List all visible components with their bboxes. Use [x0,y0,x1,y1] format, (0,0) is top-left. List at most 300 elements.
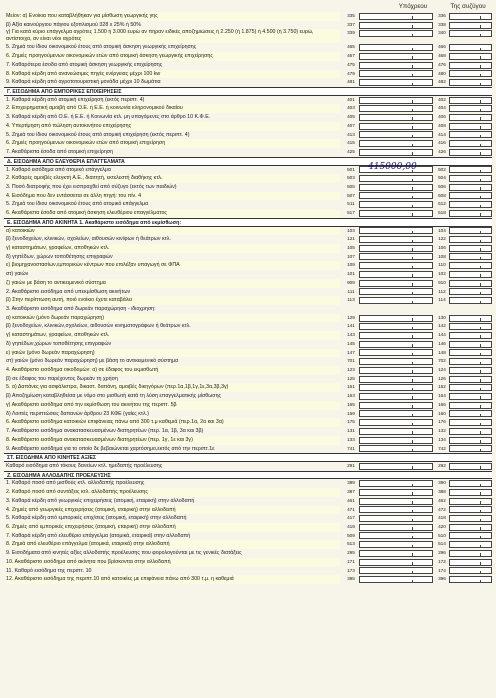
section-heading: Ε. ΕΙΣΟΔΗΜΑ ΑΠΟ ΑΚΙΝΗΤΑ 1. Ακαθάριστο εισόδημα από εκμίσθωση: [4,218,492,227]
decimal-separator-mark [412,449,413,452]
spouse-amount-field[interactable] [449,541,492,548]
decimal-separator-mark [412,152,413,155]
decimal-separator-mark [412,388,413,391]
section-heading: Ζ. ΕΙΣΟΔΗΜΑ ΑΛΛΟΔΑΠΗΣ ΠΡΟΕΛΕΥΣΗΣ [4,471,492,480]
line-label: 4. Εισόδημα που δεν εντάσσεται σε άλλη πηγή: του πίν. 4 [6,192,340,201]
spouse-field-code: 414 [438,131,446,137]
spouse-amount-field[interactable] [449,349,492,356]
taxpayer-amount-field[interactable] [359,201,433,208]
decimal-separator-mark [480,109,481,112]
line-label: ε) βιομηχανοστασίων,εμπορικών κέντρων που επιλέξαν υπαγωγή σε ΦΠΑ [6,261,340,270]
taxpayer-field-code: 909 [347,279,355,285]
taxpayer-amount-field[interactable] [359,297,433,304]
line-label: στ) γαιών [6,271,29,278]
taxpayer-amount-field[interactable] [359,288,433,295]
form-line [4,558,492,567]
taxpayer-amount-field[interactable] [359,349,433,356]
spouse-amount-field[interactable] [449,79,492,86]
form-line [4,445,492,454]
line-label: β) ξενοδοχείων, κλινικών, σχολείων, αιθουσών κιν/φων ή θεάτρων κτλ. [6,236,171,243]
taxpayer-amount-field[interactable] [359,358,433,365]
spouse-field-code: 426 [438,149,446,155]
taxpayer-amount-field[interactable] [359,271,433,278]
taxpayer-field-code: 175 [347,419,355,425]
spouse-field-code: 338 [438,21,446,27]
spouse-field-code: 130 [438,314,446,320]
decimal-separator-mark [412,562,413,565]
section-heading: ΣΤ. ΕΙΣΟΔΗΜΑ ΑΠΟ ΚΙΝΗΤΕΣ ΑΞΙΕΣ [4,453,492,462]
decimal-separator-mark [412,553,413,556]
decimal-separator-mark [412,466,413,469]
spouse-field-code: 110 [438,262,446,268]
line-label: 3. Καθαρά κέρδη από Ο.Ε. ή Ε.Ε. ή Κοινωνία κτλ. μη υπαγόμενες στο άρθρο 10 Κ.Φ.Ε. [6,114,211,121]
spouse-amount-field[interactable] [449,532,492,539]
taxpayer-amount-field[interactable] [359,22,433,29]
spouse-amount-field[interactable] [449,559,492,566]
spouse-amount-field[interactable] [449,288,492,295]
form-line [4,174,492,183]
spouse-field-code: 468 [438,53,446,59]
spouse-amount-field[interactable] [449,367,492,374]
form-line [4,279,492,288]
decimal-separator-mark [480,179,481,182]
line-label: β) Αξία καινούργιου πάγιου εξοπλισμού 328 x 25% ή 50% [6,21,141,28]
form-line [4,479,492,488]
spouse-amount-field[interactable] [449,376,492,383]
form-line [4,148,492,157]
spouse-amount-field[interactable] [449,105,492,112]
form-line [4,340,492,349]
taxpayer-amount-field[interactable] [359,341,433,348]
line-label: 1. Καθαρό ποσό από μισθούς κτλ. αλλοδαπής προέλευσης [6,480,145,487]
spouse-amount-field[interactable] [449,236,492,243]
decimal-separator-mark [480,492,481,495]
spouse-amount-field[interactable] [449,297,492,304]
spouse-field-code: 114 [438,297,446,303]
taxpayer-field-code: 405 [347,114,355,120]
taxpayer-amount-field[interactable] [359,62,433,69]
taxpayer-amount-field[interactable] [359,245,433,252]
line-label: β) Αποζημίωση καταβληθείσα με νόμο στο μισθωτή κατά τη λύση επαγγελματικής μίσθωσης [6,393,222,400]
taxpayer-amount-field[interactable] [359,559,433,566]
spouse-amount-field[interactable] [449,384,492,391]
line-label: 2. Καθαρό ποσό από συντάξεις κτλ. αλλοδαπής προέλευσης [6,488,340,497]
decimal-separator-mark [412,344,413,347]
taxpayer-amount-field[interactable] [359,541,433,548]
taxpayer-amount-field[interactable] [359,480,433,487]
spouse-amount-field[interactable] [449,184,492,191]
line-label: 6. Ακαθάριστο εισόδημα κατοικιών επιφάνειας πάνω από 300 τ.μ καθεμιά (περ.1α, 2α και 3α) [6,418,340,427]
taxpayer-amount-field[interactable] [359,463,433,470]
spouse-amount-field[interactable] [449,437,492,444]
line-label: 5. Ζημιά του ίδιου οικονομικού έτους από ατομική άσκηση γεωργικής επιχείρησης [6,44,197,51]
spouse-field-code: 402 [438,96,446,102]
spouse-field-code: 482 [438,79,446,85]
taxpayer-field-code: 471 [347,506,355,512]
taxpayer-amount-field[interactable] [359,44,433,51]
spouse-amount-field[interactable] [449,498,492,505]
line-label: 6. Ζημιές από εμπορικές επιχειρήσεις (ατομική, εταιρική) στην αλλοδαπή [6,523,340,532]
taxpayer-field-code: 425 [347,149,355,155]
decimal-separator-mark [412,266,413,269]
taxpayer-amount-field[interactable] [359,131,433,138]
taxpayer-amount-field[interactable] [359,79,433,86]
taxpayer-field-code: 103 [347,227,355,233]
spouse-amount-field[interactable] [449,332,492,339]
decimal-separator-mark [480,231,481,234]
section-heading: Δ. ΕΙΣΟΔΗΜΑ ΑΠΟ ΕΛΕΥΘΕΡΙΑ ΕΠΑΓΓΕΛΜΑΤΑ [4,157,492,166]
spouse-amount-field[interactable] [449,210,492,217]
spouse-field-code: 146 [438,340,446,346]
taxpayer-field-code: 123 [347,367,355,373]
taxpayer-amount-field[interactable] [359,175,433,182]
decimal-separator-mark [480,553,481,556]
taxpayer-amount-field[interactable] [359,192,433,199]
decimal-separator-mark [412,301,413,304]
taxpayer-field-code: 415 [347,140,355,146]
taxpayer-field-code: 509 [347,532,355,538]
spouse-amount-field[interactable] [449,44,492,51]
taxpayer-amount-field[interactable] [359,30,433,37]
spouse-amount-field[interactable] [449,480,492,487]
line-label: 7. Ακαθάριστο εισόδημα ανακατασκευασμένων διατηρητέων (περ. 1α, 1β, 3α και 3β) [6,428,204,435]
line-label: 7. Καθαρότερα έσοδα από ατομική άσκηση γεωργικής επιχείρησης [6,61,163,68]
decimal-separator-mark [412,196,413,199]
form-line [4,497,492,506]
decimal-separator-mark [412,48,413,51]
decimal-separator-mark [480,510,481,513]
taxpayer-amount-field[interactable] [359,419,433,426]
taxpayer-amount-field[interactable] [359,140,433,147]
spouse-amount-field[interactable] [449,515,492,522]
spouse-amount-field[interactable] [449,428,492,435]
taxpayer-amount-field[interactable] [359,445,433,452]
spouse-amount-field[interactable] [449,22,492,29]
taxpayer-field-code: 133 [347,436,355,442]
decimal-separator-mark [412,510,413,513]
form-rows [4,12,492,584]
spouse-field-code: 124 [438,367,446,373]
taxpayer-field-code: 741 [347,445,355,451]
taxpayer-field-code: 143 [347,332,355,338]
decimal-separator-mark [412,292,413,295]
spouse-field-code: 508 [438,192,446,198]
spouse-amount-field[interactable] [449,280,492,287]
spouse-amount-field[interactable] [449,262,492,269]
form-line [4,575,492,584]
form-line [4,288,492,297]
form-line [4,506,492,515]
spouse-amount-field[interactable] [449,114,492,121]
spouse-amount-field[interactable] [449,227,492,234]
line-label: 1. Καθαρά κέρδη από ατομική επιχείρηση (εκτός περιπτ. 4) [6,96,145,103]
decimal-separator-mark [480,484,481,487]
taxpayer-field-code: 113 [347,297,355,303]
decimal-separator-mark [412,179,413,182]
taxpayer-amount-field[interactable] [359,97,433,104]
taxpayer-amount-field[interactable] [359,332,433,339]
taxpayer-amount-field[interactable] [359,498,433,505]
decimal-separator-mark [480,318,481,321]
taxpayer-amount-field[interactable] [359,384,433,391]
decimal-separator-mark [480,170,481,173]
taxpayer-amount-field[interactable] [359,315,433,322]
spouse-column-label: Της συζύγου [450,3,486,10]
line-label: 5. Καθαρά κέρδη από εμπορικές επιχ/σεις (ατομική, εταιρική) στην αλλοδαπή [6,515,187,522]
decimal-separator-mark [480,466,481,469]
spouse-field-code: 148 [438,349,446,355]
spouse-field-code: 174 [438,567,446,573]
taxpayer-amount-field[interactable] [359,402,433,409]
taxpayer-field-code: 131 [347,428,355,434]
form-line [4,523,492,532]
form-line [4,12,492,21]
decimal-separator-mark [480,257,481,260]
decimal-separator-mark [412,545,413,548]
form-line [4,375,492,384]
decimal-separator-mark [480,65,481,68]
spouse-amount-field[interactable] [449,13,492,20]
spouse-amount-field[interactable] [449,271,492,278]
line-label: 6. Ζημιές προηγούμενων οικονομικών ετών από ατομική επιχείρηση [6,139,340,148]
spouse-amount-field[interactable] [449,175,492,182]
spouse-field-code: 406 [438,114,446,120]
taxpayer-amount-field[interactable] [359,210,433,217]
decimal-separator-mark [480,16,481,19]
spouse-amount-field[interactable] [449,53,492,60]
taxpayer-field-code: 101 [347,271,355,277]
decimal-separator-mark [480,117,481,120]
taxpayer-amount-field[interactable] [359,105,433,112]
taxpayer-amount-field[interactable] [359,367,433,374]
spouse-amount-field[interactable] [449,402,492,409]
decimal-separator-mark [412,231,413,234]
spouse-amount-field[interactable] [449,140,492,147]
form-line [4,29,492,43]
taxpayer-amount-field[interactable] [359,393,433,400]
taxpayer-amount-field[interactable] [359,13,433,20]
taxpayer-field-code: 479 [347,70,355,76]
line-label: 9. Ακαθάριστο εισόδημα για το οποίο δε βεβαιώνεται χαρτόσημο,εκτός από την περιπτ.1ε [6,445,215,452]
spouse-amount-field[interactable] [449,192,492,199]
spouse-field-code: 132 [438,428,446,434]
form-line [4,21,492,30]
decimal-separator-mark [412,414,413,417]
spouse-field-code: 396 [438,576,446,582]
tax-form-page [4,2,492,696]
line-label: β) Στην περίπτωση αυτή, ποιό ενοίκιο έχετε καταβάλει [6,296,340,305]
spouse-amount-field[interactable] [449,166,492,173]
decimal-separator-mark [412,144,413,147]
taxpayer-amount-field[interactable] [359,567,433,574]
decimal-separator-mark [480,327,481,330]
line-label: 3. Ποσό διατροφής που έχει εισπραχθεί από σύζυγο (εκτός των παιδιών) [6,183,177,190]
taxpayer-amount-field[interactable] [359,262,433,269]
line-label: δ) γηπέδων,χώρων τοποθέτησης επιγραφών [6,340,112,347]
spouse-amount-field[interactable] [449,419,492,426]
spouse-amount-field[interactable] [449,315,492,322]
decimal-separator-mark [412,379,413,382]
taxpayer-amount-field[interactable] [359,532,433,539]
decimal-separator-mark [480,580,481,583]
spouse-amount-field[interactable] [449,201,492,208]
spouse-field-code: 172 [438,558,446,564]
spouse-amount-field[interactable] [449,131,492,138]
form-line [4,305,492,314]
spouse-amount-field[interactable] [449,97,492,104]
taxpayer-amount-field[interactable] [359,114,433,121]
spouse-field-code: 702 [438,358,446,364]
line-label: 8. Ακαθάριστο εισόδημα ανακατασκευασμένων διατηρητέων (περ. 1γ, 1ε και 3γ) [6,436,340,445]
taxpayer-amount-field[interactable] [359,489,433,496]
taxpayer-amount-field[interactable] [359,376,433,383]
spouse-field-code: 404 [438,105,446,111]
taxpayer-field-code: 129 [347,314,355,320]
decimal-separator-mark [412,519,413,522]
spouse-amount-field[interactable] [449,410,492,417]
taxpayer-amount-field[interactable] [359,506,433,513]
taxpayer-field-code: 417 [347,515,355,521]
decimal-separator-mark [480,152,481,155]
decimal-separator-mark [412,571,413,574]
taxpayer-amount-field[interactable] [359,149,433,156]
form-line [4,331,492,340]
decimal-separator-mark [412,484,413,487]
decimal-separator-mark [480,292,481,295]
line-label: Καθαρό εισόδημα από τόκους δανείων κτλ. ημεδαπής προέλευσης [6,462,163,469]
decimal-separator-mark [480,135,481,138]
taxpayer-field-code: 475 [347,61,355,67]
taxpayer-amount-field[interactable] [359,53,433,60]
decimal-separator-mark [480,74,481,77]
spouse-amount-field[interactable] [449,463,492,470]
taxpayer-amount-field[interactable] [359,550,433,557]
taxpayer-amount-field[interactable] [359,184,433,191]
spouse-amount-field[interactable] [449,489,492,496]
column-header [4,2,492,12]
taxpayer-field-code: 501 [347,166,355,172]
spouse-amount-field[interactable] [449,123,492,130]
decimal-separator-mark [480,144,481,147]
taxpayer-amount-field[interactable] [359,524,433,531]
form-line [4,349,492,358]
decimal-separator-mark [480,48,481,51]
line-label: Μείον: α) Ενοίκια που καταβλήθηκαν για μίσθωση γεωργικής γης [6,12,340,21]
spouse-field-code: 336 [438,13,446,18]
spouse-field-code: 106 [438,244,446,250]
taxpayer-field-code: 165 [347,401,355,407]
taxpayer-amount-field[interactable] [359,323,433,330]
form-line [4,244,492,253]
spouse-amount-field[interactable] [449,30,492,37]
line-label: 9. Εισοδήματα από κινητές αξίες αλλοδαπής προέλευσης που φορολογούνται με τις γενικές διατάξεις [6,550,242,557]
decimal-separator-mark [480,56,481,59]
form-line [4,104,492,113]
decimal-separator-mark [480,536,481,539]
line-label: 2. Ακαθάριστο εισόδημα από υπεκμίσθωση ακινήτων [6,288,131,295]
taxpayer-field-code: 461 [347,497,355,503]
taxpayer-amount-field[interactable] [359,70,433,77]
taxpayer-amount-field[interactable] [359,576,433,583]
decimal-separator-mark [412,353,413,356]
taxpayer-amount-field[interactable] [359,123,433,130]
form-line [4,235,492,244]
spouse-amount-field[interactable] [449,576,492,583]
spouse-amount-field[interactable] [449,524,492,531]
decimal-separator-mark [412,492,413,495]
taxpayer-amount-field[interactable] [359,410,433,417]
form-line [4,43,492,52]
decimal-separator-mark [412,65,413,68]
spouse-amount-field[interactable] [449,245,492,252]
decimal-separator-mark [412,83,413,86]
decimal-separator-mark [480,379,481,382]
decimal-separator-mark [480,396,481,399]
form-line [4,314,492,323]
spouse-amount-field[interactable] [449,323,492,330]
spouse-field-code: 104 [438,227,446,233]
taxpayer-amount-field[interactable] [359,236,433,243]
taxpayer-field-code: 163 [347,393,355,399]
line-label: γ) Για κατά κύριο επάγγελμα αγρότες 1.500 ή 3.000 ευρώ αν πήραν ειδικές αποζημιώσεις ή 2.250 (ή 1.875) ή 4.500 (ή 3.750) ευρώ, αντίστοιχα, αν είναι νέοι αγρότες [6,29,340,43]
taxpayer-amount-field[interactable] [359,437,433,444]
taxpayer-field-code: 465 [347,44,355,50]
decimal-separator-mark [480,25,481,28]
spouse-amount-field[interactable] [449,358,492,365]
spouse-amount-field[interactable] [449,550,492,557]
line-label: 1. Καθαρό εισόδημα από ατομικό επάγγελμα [6,166,111,173]
line-label: 10. Ακαθάριστο εισόδημα από ακίνητα που βρίσκονται στην αλλοδαπή [6,558,340,567]
spouse-amount-field[interactable] [449,70,492,77]
line-label: α) κατοικιών (μόνο δωρεάν παραχώρηση) [6,314,340,323]
spouse-amount-field[interactable] [449,506,492,513]
decimal-separator-mark [412,74,413,77]
spouse-field-code: 518 [438,210,446,216]
spouse-amount-field[interactable] [449,445,492,452]
spouse-field-code: 292 [438,462,446,468]
taxpayer-amount-field[interactable] [359,280,433,287]
taxpayer-column-label: Υπόχρεου [398,3,428,10]
taxpayer-field-code: 291 [347,462,355,468]
taxpayer-amount-field[interactable] [359,428,433,435]
taxpayer-amount-field[interactable] [359,515,433,522]
taxpayer-amount-field[interactable] [359,161,433,173]
spouse-amount-field[interactable] [449,62,492,69]
form-line [4,78,492,87]
decimal-separator-mark [412,213,413,216]
decimal-separator-mark [412,396,413,399]
taxpayer-field-code: 503 [347,175,355,181]
spouse-field-code: 340 [438,30,446,36]
spouse-amount-field[interactable] [449,393,492,400]
spouse-field-code: 102 [438,271,446,277]
spouse-amount-field[interactable] [449,567,492,574]
decimal-separator-mark [412,501,413,504]
taxpayer-field-code: 147 [347,349,355,355]
spouse-amount-field[interactable] [449,253,492,260]
form-line [4,227,492,236]
spouse-field-code: 408 [438,122,446,128]
decimal-separator-mark [480,187,481,190]
taxpayer-amount-field[interactable] [359,253,433,260]
taxpayer-amount-field[interactable] [359,227,433,234]
decimal-separator-mark [412,431,413,434]
form-line [4,139,492,148]
taxpayer-field-code: 389 [347,480,355,486]
spouse-field-code: 160 [438,410,446,416]
spouse-amount-field[interactable] [449,149,492,156]
spouse-amount-field[interactable] [449,341,492,348]
